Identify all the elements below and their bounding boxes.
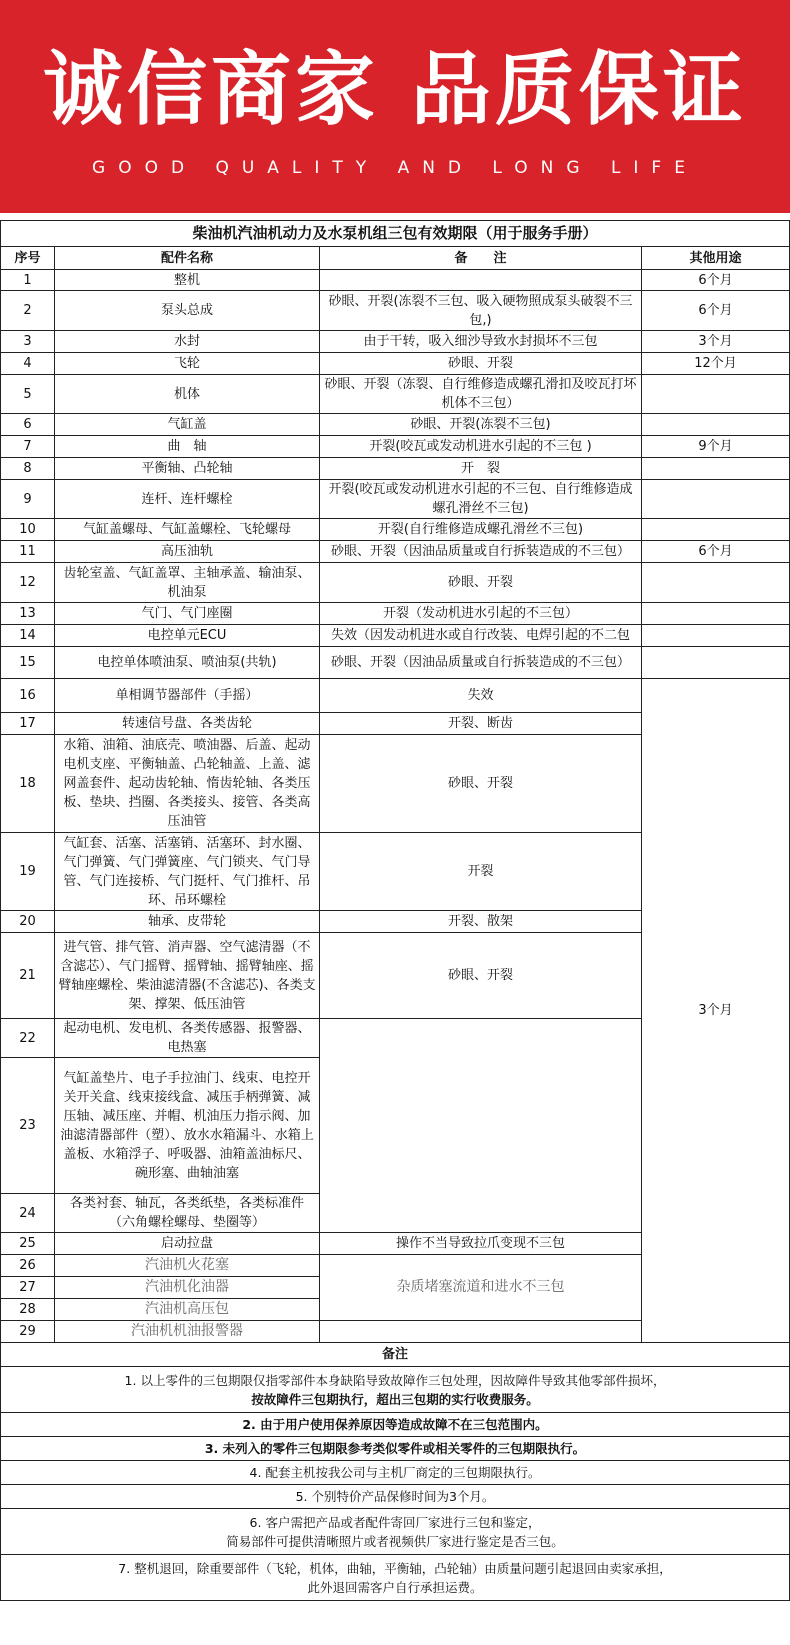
row-period bbox=[642, 414, 790, 436]
row-note: 开裂、断齿 bbox=[320, 713, 642, 735]
row-no: 23 bbox=[1, 1058, 55, 1194]
row-note: 砂眼、开裂 bbox=[320, 353, 642, 375]
row-part: 汽油机化油器 bbox=[55, 1277, 320, 1299]
row-part: 汽油机机油报警器 bbox=[55, 1321, 320, 1343]
row-period: 9个月 bbox=[642, 436, 790, 458]
row-period: 6个月 bbox=[642, 291, 790, 331]
row-part: 汽油机火花塞 bbox=[55, 1255, 320, 1277]
remark-item: 5. 个别特价产品保修时间为3个月。 bbox=[1, 1485, 790, 1509]
row-part: 汽油机高压包 bbox=[55, 1299, 320, 1321]
row-no: 20 bbox=[1, 911, 55, 933]
row-note: 开裂（发动机进水引起的不三包） bbox=[320, 603, 642, 625]
row-note-empty bbox=[320, 1019, 642, 1233]
table-row bbox=[1, 563, 790, 603]
banner-subtitle: GOOD QUALITY AND LONG LIFE bbox=[92, 158, 698, 178]
row-period: 6个月 bbox=[642, 541, 790, 563]
row-part: 单相调节器部件（手摇） bbox=[55, 679, 320, 713]
row-period bbox=[642, 603, 790, 625]
table-row bbox=[1, 331, 790, 353]
table-row bbox=[1, 519, 790, 541]
table-row bbox=[1, 291, 790, 331]
row-note: 开裂(咬瓦或发动机进水引起的不三包、自行维修造成螺孔滑丝不三包) bbox=[320, 480, 642, 519]
row-part: 水封 bbox=[55, 331, 320, 353]
row-note: 砂眼、开裂（因油品质量或自行拆装造成的不三包） bbox=[320, 647, 642, 679]
remarks-title: 备注 bbox=[1, 1343, 790, 1367]
row-no: 14 bbox=[1, 625, 55, 647]
row-note: 砂眼、开裂（因油品质量或自行拆装造成的不三包） bbox=[320, 541, 642, 563]
table-row bbox=[1, 603, 790, 625]
row-no: 10 bbox=[1, 519, 55, 541]
table-row bbox=[1, 458, 790, 480]
row-no: 15 bbox=[1, 647, 55, 679]
row-note: 开裂 bbox=[320, 833, 642, 911]
row-period bbox=[642, 625, 790, 647]
remark-item: 3. 未列入的零件三包期限参考类似零件或相关零件的三包期限执行。 bbox=[1, 1437, 790, 1461]
row-part: 整机 bbox=[55, 270, 320, 291]
row-no: 4 bbox=[1, 353, 55, 375]
row-note: 杂质堵塞流道和进水不三包 bbox=[320, 1255, 642, 1321]
row-part: 机体 bbox=[55, 375, 320, 414]
table-row bbox=[1, 353, 790, 375]
row-note bbox=[320, 270, 642, 291]
row-part: 进气管、排气管、消声器、空气滤清器（不含滤芯）、气门摇臂、摇臂轴、摇臂轴座、摇臂轴座螺栓、柴油滤清器(不含滤芯)、各类支架、撑架、低压油管 bbox=[55, 933, 320, 1019]
remark-row bbox=[1, 1437, 790, 1461]
row-part: 高压油轨 bbox=[55, 541, 320, 563]
remark-item: 4. 配套主机按我公司与主机厂商定的三包期限执行。 bbox=[1, 1461, 790, 1485]
remark-item bbox=[1, 1367, 790, 1413]
table-header-row bbox=[1, 247, 790, 270]
row-part: 气缸套、活塞、活塞销、活塞环、封水圈、气门弹簧、气门弹簧座、气门锁夹、气门导管、气门连接桥、气门挺杆、气门推杆、吊环、吊环螺栓 bbox=[55, 833, 320, 911]
row-period: 3个月 bbox=[642, 331, 790, 353]
warranty-table-wrap bbox=[0, 220, 790, 1601]
row-no: 7 bbox=[1, 436, 55, 458]
row-no: 21 bbox=[1, 933, 55, 1019]
row-no: 12 bbox=[1, 563, 55, 603]
row-part: 启动拉盘 bbox=[55, 1233, 320, 1255]
remark-row bbox=[1, 1485, 790, 1509]
row-part: 转速信号盘、各类齿轮 bbox=[55, 713, 320, 735]
table-row bbox=[1, 375, 790, 414]
remark-line: 按故障件三包期执行，超出三包期的实行收费服务。 bbox=[251, 1391, 539, 1407]
banner-title: 诚信商家 品质保证 bbox=[43, 43, 747, 136]
row-part: 曲 轴 bbox=[55, 436, 320, 458]
row-part: 飞轮 bbox=[55, 353, 320, 375]
row-part: 各类衬套、轴瓦，各类纸垫，各类标准件（六角螺栓螺母、垫圈等） bbox=[55, 1194, 320, 1233]
row-note: 开裂(咬瓦或发动机进水引起的不三包 ) bbox=[320, 436, 642, 458]
header-note: 备 注 bbox=[320, 247, 642, 270]
row-no: 22 bbox=[1, 1019, 55, 1058]
row-period bbox=[642, 647, 790, 679]
row-note-empty bbox=[320, 1321, 642, 1343]
row-part: 水箱、油箱、油底壳、喷油器、后盖、起动电机支座、平衡轴盖、凸轮轴盖、上盖、滤网盖套件、起动齿轮轴、惰齿轮轴、各类压板、垫块、挡圈、各类接头、接管、各类高压油管 bbox=[55, 735, 320, 833]
row-part: 电控单体喷油泵、喷油泵(共轨) bbox=[55, 647, 320, 679]
row-no: 28 bbox=[1, 1299, 55, 1321]
header-part: 配件名称 bbox=[55, 247, 320, 270]
row-period bbox=[642, 458, 790, 480]
table-row bbox=[1, 480, 790, 519]
table-row bbox=[1, 436, 790, 458]
remark-item: 2. 由于用户使用保养原因等造成故障不在三包范围内。 bbox=[1, 1413, 790, 1437]
row-note: 砂眼、开裂(冻裂不三包) bbox=[320, 414, 642, 436]
table-row bbox=[1, 679, 790, 713]
row-part: 电控单元ECU bbox=[55, 625, 320, 647]
row-period bbox=[642, 519, 790, 541]
header-no: 序号 bbox=[1, 247, 55, 270]
row-no: 24 bbox=[1, 1194, 55, 1233]
remark-item bbox=[1, 1555, 790, 1601]
row-part: 轴承、皮带轮 bbox=[55, 911, 320, 933]
banner bbox=[0, 0, 790, 213]
row-note: 砂眼、开裂 bbox=[320, 563, 642, 603]
row-period bbox=[642, 375, 790, 414]
remark-line: 1. 以上零件的三包期限仅指零部件本身缺陷导致故障作三包处理，因故障件导致其他零部件损坏， bbox=[124, 1372, 666, 1388]
row-note: 砂眼、开裂 bbox=[320, 735, 642, 833]
remark-row bbox=[1, 1461, 790, 1485]
row-part: 气门、气门座圈 bbox=[55, 603, 320, 625]
row-note: 开裂(自行维修造成螺孔滑丝不三包) bbox=[320, 519, 642, 541]
row-period: 6个月 bbox=[642, 270, 790, 291]
row-period: 12个月 bbox=[642, 353, 790, 375]
row-no: 5 bbox=[1, 375, 55, 414]
header-period: 其他用途 bbox=[642, 247, 790, 270]
row-part: 气缸盖螺母、气缸盖螺栓、飞轮螺母 bbox=[55, 519, 320, 541]
row-note: 失效 bbox=[320, 679, 642, 713]
remark-line: 6. 客户需把产品或者配件寄回厂家进行三包和鉴定， bbox=[249, 1514, 541, 1530]
row-no: 25 bbox=[1, 1233, 55, 1255]
row-part: 连杆、连杆螺栓 bbox=[55, 480, 320, 519]
row-no: 2 bbox=[1, 291, 55, 331]
row-note: 砂眼、开裂 bbox=[320, 933, 642, 1019]
row-no: 16 bbox=[1, 679, 55, 713]
row-part: 平衡轴、凸轮轴 bbox=[55, 458, 320, 480]
row-note: 操作不当导致拉爪变现不三包 bbox=[320, 1233, 642, 1255]
row-no: 13 bbox=[1, 603, 55, 625]
row-note: 开裂、散架 bbox=[320, 911, 642, 933]
remark-line: 7. 整机退回，除重要部件（飞轮，机体，曲轴，平衡轴，凸轮轴）由质量问题引起退回由卖家承担， bbox=[118, 1560, 672, 1576]
table-title: 柴油机汽油机动力及水泵机组三包有效期限（用于服务手册） bbox=[1, 221, 790, 247]
row-no: 8 bbox=[1, 458, 55, 480]
row-no: 17 bbox=[1, 713, 55, 735]
table-row bbox=[1, 270, 790, 291]
row-note: 砂眼、开裂(冻裂不三包、吸入硬物照成泵头破裂不三包,) bbox=[320, 291, 642, 331]
row-no: 6 bbox=[1, 414, 55, 436]
row-part: 泵头总成 bbox=[55, 291, 320, 331]
row-part: 起动电机、发电机、各类传感器、报警器、电热塞 bbox=[55, 1019, 320, 1058]
row-no: 18 bbox=[1, 735, 55, 833]
row-part: 气缸盖 bbox=[55, 414, 320, 436]
row-no: 27 bbox=[1, 1277, 55, 1299]
row-note: 由于干转，吸入细沙导致水封损坏不三包 bbox=[320, 331, 642, 353]
row-no: 9 bbox=[1, 480, 55, 519]
table-row bbox=[1, 647, 790, 679]
row-no: 11 bbox=[1, 541, 55, 563]
row-part: 齿轮室盖、气缸盖罩、主轴承盖、输油泵、机油泵 bbox=[55, 563, 320, 603]
remark-line: 此外退回需客户自行承担运费。 bbox=[307, 1579, 483, 1595]
table-row bbox=[1, 541, 790, 563]
row-no: 29 bbox=[1, 1321, 55, 1343]
table-row bbox=[1, 625, 790, 647]
row-no: 26 bbox=[1, 1255, 55, 1277]
remark-row bbox=[1, 1413, 790, 1437]
row-no: 1 bbox=[1, 270, 55, 291]
merged-period-cell: 3个月 bbox=[642, 679, 790, 1343]
row-note: 砂眼、开裂（冻裂、自行维修造成螺孔滑扣及咬瓦打坏机体不三包） bbox=[320, 375, 642, 414]
row-note: 开 裂 bbox=[320, 458, 642, 480]
row-period bbox=[642, 563, 790, 603]
warranty-table bbox=[0, 220, 790, 1601]
remark-row bbox=[1, 1367, 790, 1413]
row-note: 失效（因发动机进水或自行改装、电焊引起的不二包 bbox=[320, 625, 642, 647]
row-no: 19 bbox=[1, 833, 55, 911]
row-period bbox=[642, 480, 790, 519]
table-row bbox=[1, 414, 790, 436]
remark-row bbox=[1, 1509, 790, 1555]
row-part: 气缸盖垫片、电子手拉油门、线束、电控开关开关盒、线束接线盒、减压手柄弹簧、减压轴、减压座、并帽、机油压力指示阀、加油滤清器部件（塑）、放水水箱漏斗、水箱上盖板、水箱浮子、呼吸器、油箱盖油标尺、碗形塞、曲轴油塞 bbox=[55, 1058, 320, 1194]
remark-line: 简易部件可提供清晰照片或者视频供厂家进行鉴定是否三包。 bbox=[226, 1533, 564, 1549]
remark-item bbox=[1, 1509, 790, 1555]
row-no: 3 bbox=[1, 331, 55, 353]
remark-row bbox=[1, 1555, 790, 1601]
